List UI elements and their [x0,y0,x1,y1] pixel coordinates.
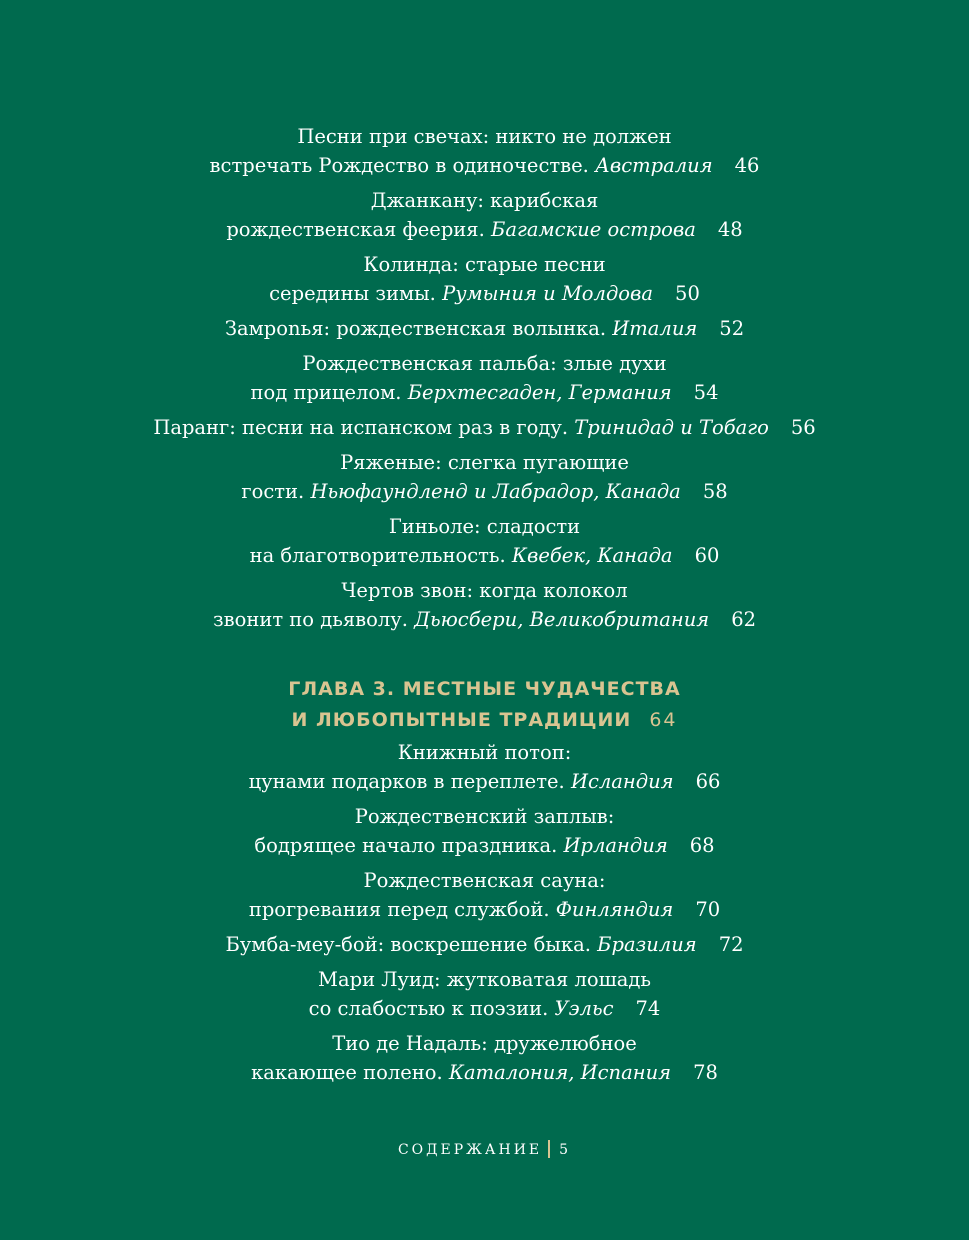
toc-entry-title-line-2: рождественская феерия. [226,218,485,241]
toc-entry-page-number: 74 [635,997,661,1020]
toc-entry-title-line-2: Паранг: песни на испанском раз в году. [153,416,569,439]
toc-entry-place: Исландия [570,770,674,793]
toc-entry-line-2 [0,895,969,924]
toc-entry-page-number: 66 [695,770,721,793]
toc-entry-line-2 [0,1058,969,1087]
toc-entry-title-line-2: гости. [241,480,305,503]
toc-entry [0,866,969,924]
toc-entry-page-number: 60 [694,544,720,567]
toc-entry-page-number: 52 [719,317,745,340]
toc-entry-title-line-1: Песни при свечах: никто не должен [297,125,672,148]
toc-entry-page-number: 50 [675,282,700,305]
toc-entry-title-line-1: Джанкану: карибская [370,189,599,212]
chapter-heading [0,674,969,736]
toc-entry-page-number: 62 [731,608,757,631]
chapter-title-line-2-text: И ЛЮБОПЫТНЫЕ ТРАДИЦИИ [291,709,632,731]
toc-entry-page-number: 70 [695,898,721,921]
page-footer [0,1140,969,1158]
toc-entry-place: Румыния и Молдова [442,282,654,305]
toc-entry-page-number: 48 [717,218,743,241]
toc-entry-page-number: 56 [790,416,816,439]
toc-entry-place: Багамские острова [491,218,696,241]
toc-entry-line-2 [0,378,969,407]
toc-entry [0,1029,969,1087]
toc-entry-title-line-2: бодрящее начало праздника. [254,834,558,857]
chapter-page-number: 64 [649,709,678,731]
toc-entry [0,576,969,634]
toc-entry-place: Австралия [595,154,713,177]
toc-entry-place: Италия [612,317,698,340]
toc-entry-title-line-1: Чертов звон: когда колокол [341,579,628,602]
toc-entry [0,965,969,1023]
toc-entry-title-line-1: Ряженые: слегка пугающие [340,451,629,474]
footer-divider [548,1140,550,1158]
toc-entry [0,186,969,244]
toc-entry-place: Квебек, Канада [511,544,673,567]
toc-entry-place: Уэльс [554,997,614,1020]
toc-entry-line-2 [0,767,969,796]
toc-entry [0,349,969,407]
toc-entry-title-line-1: Мари Луид: жутковатая лошадь [318,968,651,991]
toc-entry [0,930,969,959]
toc-entry-title-line-1: Рождественский заплыв: [354,805,615,828]
toc-entry-place: Берхтесгаден, Германия [407,381,672,404]
toc-entry-page-number: 78 [693,1061,718,1084]
toc-entry-line-2 [0,151,969,180]
toc-entry-place: Финляндия [555,898,674,921]
toc-entry-title-line-1: Рождественская сауна: [363,869,606,892]
toc-entry-title-line-1: Рождественская пальба: злые духи [302,352,667,375]
toc-entry-line-2 [0,215,969,244]
toc-entry-line-2 [0,279,969,308]
toc-group-chapter-2 [0,122,969,634]
table-of-contents [0,122,969,1093]
toc-entry-title-line-2: середины зимы. [269,282,436,305]
toc-entry-page-number: 54 [693,381,719,404]
toc-entry [0,448,969,506]
toc-entry-title-line-2: Бумба-меу-бой: воскрешение быка. [225,933,591,956]
toc-entry-place: Ньюфаундленд и Лабрадор, Канада [310,480,681,503]
toc-entry-page-number: 46 [734,154,760,177]
toc-entry-title-line-2: какающее полено. [251,1061,443,1084]
toc-entry-line-2 [0,930,969,959]
toc-entry-page-number: 72 [718,933,744,956]
toc-entry-title-line-1: Гиньоле: сладости [388,515,581,538]
chapter-title-line-1: ГЛАВА 3. МЕСТНЫЕ ЧУДАЧЕСТВА [288,678,681,700]
toc-entry-line-2 [0,831,969,860]
toc-entry-title-line-2: под прицелом. [250,381,402,404]
toc-entry-title-line-1: Колинда: старые песни [363,253,606,276]
footer-page-number: 5 [559,1142,572,1158]
toc-entry-line-2 [0,994,969,1023]
toc-entry [0,122,969,180]
toc-entry-title-line-2: Замponья: рождественская волынка. [224,317,607,340]
toc-entry-title-line-2: звонит по дьяволу. [212,608,408,631]
toc-entry [0,802,969,860]
toc-entry-title-line-2: прогревания перед службой. [248,898,550,921]
chapter-title-line-2 [0,705,969,736]
toc-entry-title-line-2: встречать Рождество в одиночестве. [209,154,589,177]
toc-entry-line-2 [0,413,969,442]
toc-entry-title-line-1: Книжный потоп: [397,741,572,764]
toc-entry-title-line-2: на благотворительность. [249,544,506,567]
toc-entry-place: Ирландия [563,834,668,857]
toc-entry-title-line-2: со слабостью к поэзии. [308,997,549,1020]
toc-entry [0,738,969,796]
toc-entry-line-2 [0,477,969,506]
toc-entry-title-line-1: Тио де Надаль: дружелюбное [332,1032,637,1055]
toc-entry-line-2 [0,314,969,343]
toc-entry-place: Дьюсбери, Великобритания [414,608,710,631]
toc-entry [0,250,969,308]
toc-entry-place: Тринидад и Тобаго [574,416,769,439]
footer-label: СОДЕРЖАНИЕ [397,1142,543,1158]
toc-entry-line-2 [0,541,969,570]
toc-entry-place: Каталония, Испания [448,1061,672,1084]
toc-group-chapter-3 [0,738,969,1087]
toc-entry-place: Бразилия [597,933,697,956]
toc-entry-line-2 [0,605,969,634]
toc-entry-title-line-2: цунами подарков в переплете. [248,770,565,793]
toc-entry [0,413,969,442]
toc-entry-page-number: 58 [702,480,728,503]
toc-entry [0,314,969,343]
toc-entry [0,512,969,570]
toc-entry-page-number: 68 [689,834,715,857]
